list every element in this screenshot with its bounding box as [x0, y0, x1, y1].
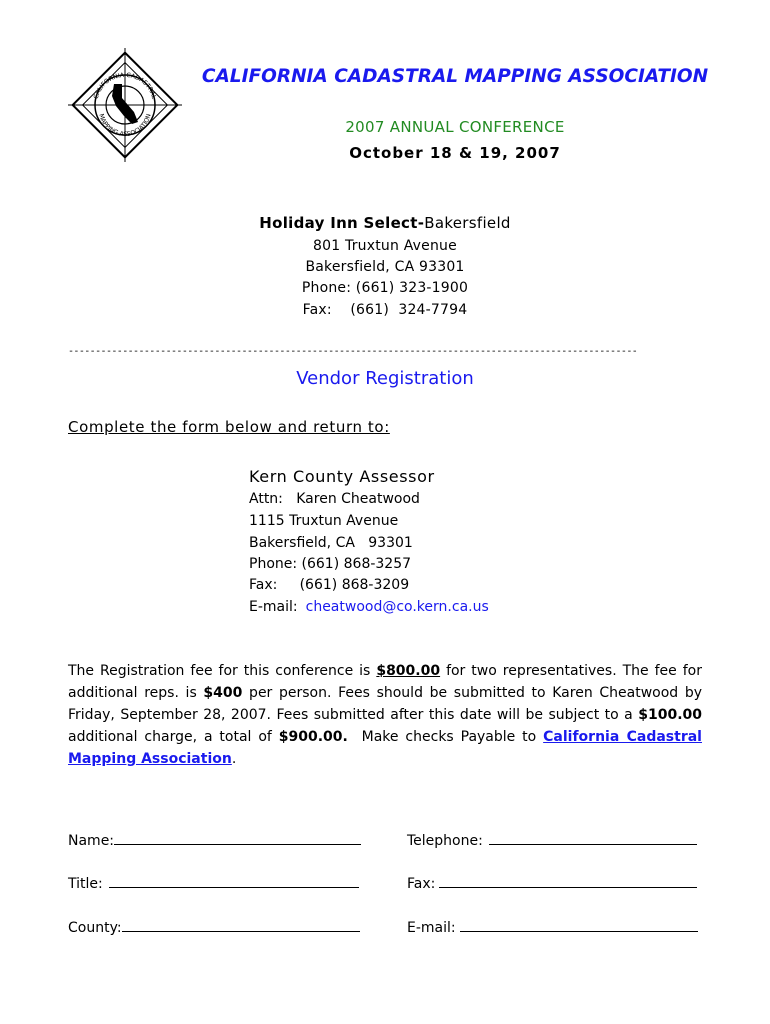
return-phone: Phone: (661) 868-3257 [249, 556, 412, 572]
venue-city: Bakersfield, CA 93301 [305, 259, 465, 275]
fee-text-5: Make checks Payable to [347, 729, 544, 745]
county-field [68, 917, 360, 936]
dashed-divider: --------------------------------------------------------------------------------------------------------- [68, 346, 638, 357]
return-address: 1115 Truxtun Avenue [249, 513, 399, 529]
venue-name [150, 214, 620, 232]
return-fax: Fax: (661) 868-3209 [249, 577, 410, 593]
title-input-line[interactable] [109, 875, 359, 888]
venue-name-city: Bakersfield [424, 214, 511, 232]
name-field [68, 830, 361, 849]
registration-fee: $800.00 [376, 663, 441, 679]
telephone-label: Telephone: [407, 833, 483, 849]
return-email-label: E-mail: [249, 599, 298, 615]
return-recipient: Kern County Assessor [249, 467, 435, 486]
ccma-logo [64, 44, 186, 166]
return-email-row [249, 599, 489, 615]
email-input-line[interactable] [460, 919, 698, 932]
venue-phone: Phone: (661) 323-1900 [301, 280, 469, 296]
payee-link[interactable]: California Cadastral Mapping Association [68, 729, 702, 767]
venue-address: 801 Truxtun Avenue [313, 238, 457, 254]
conference-dates: October 18 & 19, 2007 [349, 144, 561, 162]
fee-text-3: per person. Fees should be submitted to Karen Cheatwood by Friday, September 28, 2007. Fees submitted after this date will be subject to a [68, 685, 702, 723]
fee-paragraph [68, 660, 702, 770]
title-label: Title: [68, 876, 103, 892]
telephone-input-line[interactable] [489, 832, 697, 845]
venue-name-bold: Holiday Inn Select- [259, 214, 425, 232]
title-field [68, 873, 359, 892]
late-total: $900.00. [278, 729, 348, 745]
return-email-link[interactable]: cheatwood@co.kern.ca.us [305, 599, 489, 615]
return-city: Bakersfield, CA 93301 [249, 535, 413, 551]
county-input-line[interactable] [122, 919, 360, 932]
venue-fax: Fax: (661) 324-7794 [302, 302, 468, 318]
late-fee: $100.00 [638, 707, 702, 723]
telephone-field [407, 830, 697, 849]
conference-title: 2007 ANNUAL CONFERENCE [345, 118, 565, 136]
email-label: E-mail: [407, 920, 456, 936]
fax-input-line[interactable] [439, 875, 697, 888]
return-instruction: Complete the form below and return to: [68, 418, 390, 436]
fax-label: Fax: [407, 876, 436, 892]
name-input-line[interactable] [114, 832, 361, 845]
fee-text-2: for two representatives. The fee for additional reps. is [68, 663, 703, 701]
name-label: Name: [68, 833, 115, 849]
additional-rep-fee: $400 [203, 685, 243, 701]
logo-text-bottom: MAPPING ASSOCIATION [97, 113, 153, 139]
fee-text-1: The Registration fee for this conference is [68, 663, 377, 679]
fax-field [407, 873, 697, 892]
fee-text-4: additional charge, a total of [68, 729, 279, 745]
org-title: CALIFORNIA CADASTRAL MAPPING ASSOCIATION [201, 66, 709, 87]
county-label: County: [68, 920, 122, 936]
fee-text-6: . [231, 751, 237, 767]
logo-text-top: CALIFORNIA CADASTRAL [92, 71, 158, 100]
email-field [407, 917, 698, 936]
return-attn: Attn: Karen Cheatwood [249, 491, 420, 507]
section-title: Vendor Registration [296, 368, 474, 389]
